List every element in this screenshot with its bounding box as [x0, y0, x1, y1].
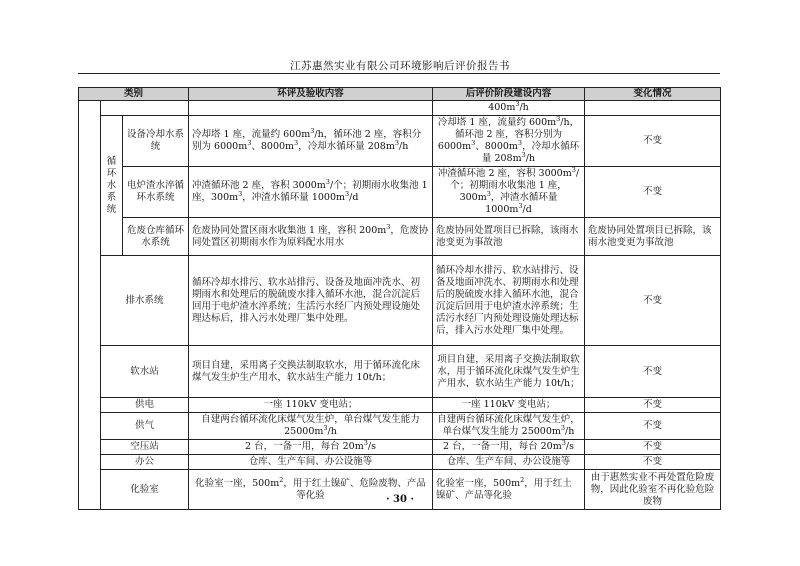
- row-name: 设备冷却水系统: [123, 116, 189, 167]
- row-eia: 循环冷却水排污、软水站排污、设备及地面冲洗水、初期雨水和处理后的脱硫废水排入循环水池，混合沉淀后回用于电炉渣水淬系统；生活污水经厂内预处理设施处理达标后，排入污水处理厂集中处理。: [189, 256, 433, 346]
- table-row: [79, 116, 721, 167]
- table-row: [79, 413, 721, 440]
- row-name: 空压站: [101, 440, 189, 455]
- row-name: 供电: [101, 398, 189, 413]
- table-row: [79, 440, 721, 455]
- header-post-eval-content: 后评价阶段建设内容: [433, 88, 585, 101]
- table-header-row: [79, 88, 721, 101]
- continuation-name-cell: [101, 101, 189, 116]
- row-name: 排水系统: [101, 256, 189, 346]
- row-post: 化验室一座，$500m^2$，用于红土镍矿、产品等化验: [433, 470, 585, 510]
- continuation-post-cell: $400m^3/h$: [433, 101, 585, 116]
- row-change: 不变: [585, 256, 721, 346]
- row-post: 自建两台循环流化床煤气发生炉，单台煤气发生能力 $25000m^3/h$: [433, 413, 585, 440]
- row-eia: 一座 110kV 变电站；: [189, 398, 433, 413]
- row-name: 危废仓库循环水系统: [123, 218, 189, 256]
- continuation-eia-cell: [189, 101, 433, 116]
- row-change: 不变: [585, 398, 721, 413]
- row-change: 不变: [585, 455, 721, 470]
- header-category: 类别: [79, 88, 189, 101]
- row-post: 2 台，一备一用，每台 $20m^3/s$: [433, 440, 585, 455]
- row-post: 一座 110kV 变电站；: [433, 398, 585, 413]
- row-change: 不变: [585, 413, 721, 440]
- row-eia: 化验室一座，$500m^2$，用于红土镍矿、危险废物、产品等化验: [189, 470, 433, 510]
- document-header: 江苏惠然实业有限公司环境影响后评价报告书: [290, 60, 510, 72]
- table-row: [79, 256, 721, 346]
- row-name: 化验室: [101, 470, 189, 510]
- row-eia: 自建两台循环流化床煤气发生炉，单台煤气发生能力 $25000m^3/h$: [189, 413, 433, 440]
- row-name: 办公: [101, 455, 189, 470]
- row-eia: 冲渣循环池 2 座，容积 $3000m^3/$个；初期雨水收集池 1 座，$300m^3$，冲渣水循环量 $1000m^3/d$: [189, 167, 433, 218]
- row-change: 不变: [585, 116, 721, 167]
- row-post: 冷却塔 1 座，流量约 $600m^3/h$，循环池 2 座，容积分别为 $6000m^3$、$8000m^3$，冷却水循环量 $208m^3/h$: [433, 116, 585, 167]
- row-eia: 2 台，一备一用，每台 $20m^3/s$: [189, 440, 433, 455]
- table-row: [79, 346, 721, 398]
- row-change: 由于惠然实业不再处置危险废物，因此化验室不再化验危险废物: [585, 470, 721, 510]
- header-rule: [78, 73, 720, 74]
- row-eia: 冷却塔 1 座，流量约 $600m^3/h$，循环池 2 座，容积分别为 $6000m^3$、$8000m^3$，冷却水循环量 $208m^3/h$: [189, 116, 433, 167]
- table-row: [79, 167, 721, 218]
- table-row: [79, 398, 721, 413]
- row-post: 循环冷却水排污、软水站排污、设备及地面冲洗水、初期雨水和处理后的脱硫废水排入循环水池，混合沉淀后回用于电炉渣水淬系统；生活污水经厂内预处理设施处理达标后，排入污水处理厂集中处理。: [433, 256, 585, 346]
- row-post: 项目自建，采用离子交换法制取软水，用于循环流化床煤气发生炉生产用水，软水站生产能力 10t/h；: [433, 346, 585, 398]
- row-change: 不变: [585, 440, 721, 455]
- table-row: [79, 455, 721, 470]
- row-name: 电炉渣水淬循环水系统: [123, 167, 189, 218]
- header-eia-content: 环评及验收内容: [189, 88, 433, 101]
- project-content-table: [78, 87, 721, 510]
- row-post: 危废协同处置项目已拆除，该雨水池变更为事故池: [433, 218, 585, 256]
- row-post: 仓库、生产车间、办公设施等: [433, 455, 585, 470]
- table-row: [79, 218, 721, 256]
- row-change: 危废协同处置项目已拆除，该雨水池变更为事故池: [585, 218, 721, 256]
- header-change: 变化情况: [585, 88, 721, 101]
- outer-blank-cell: [79, 101, 101, 510]
- row-name: 软水站: [101, 346, 189, 398]
- row-eia: 仓库、生产车间、办公设施等: [189, 455, 433, 470]
- page-number: · 30 ·: [386, 494, 414, 505]
- row-eia: 危废协同处置区雨水收集池 1 座，容积 $200m^3$，危废协同处置区初期雨水作为原料配水用水: [189, 218, 433, 256]
- table-row: [79, 101, 721, 116]
- row-change: 不变: [585, 346, 721, 398]
- row-eia: 项目自建，采用离子交换法制取软水，用于循环流化床煤气发生炉生产用水，软水站生产能力 10t/h；: [189, 346, 433, 398]
- group-label-circulating-water: 循 环 水 系 统: [101, 116, 123, 256]
- row-name: 供气: [101, 413, 189, 440]
- continuation-change-cell: [585, 101, 721, 116]
- row-post: 冲渣循环池 2 座，容积 $3000m^3/$个；初期雨水收集池 1 座，$300m^3$，冲渣水循环量 $1000m^3/d$: [433, 167, 585, 218]
- row-change: 不变: [585, 167, 721, 218]
